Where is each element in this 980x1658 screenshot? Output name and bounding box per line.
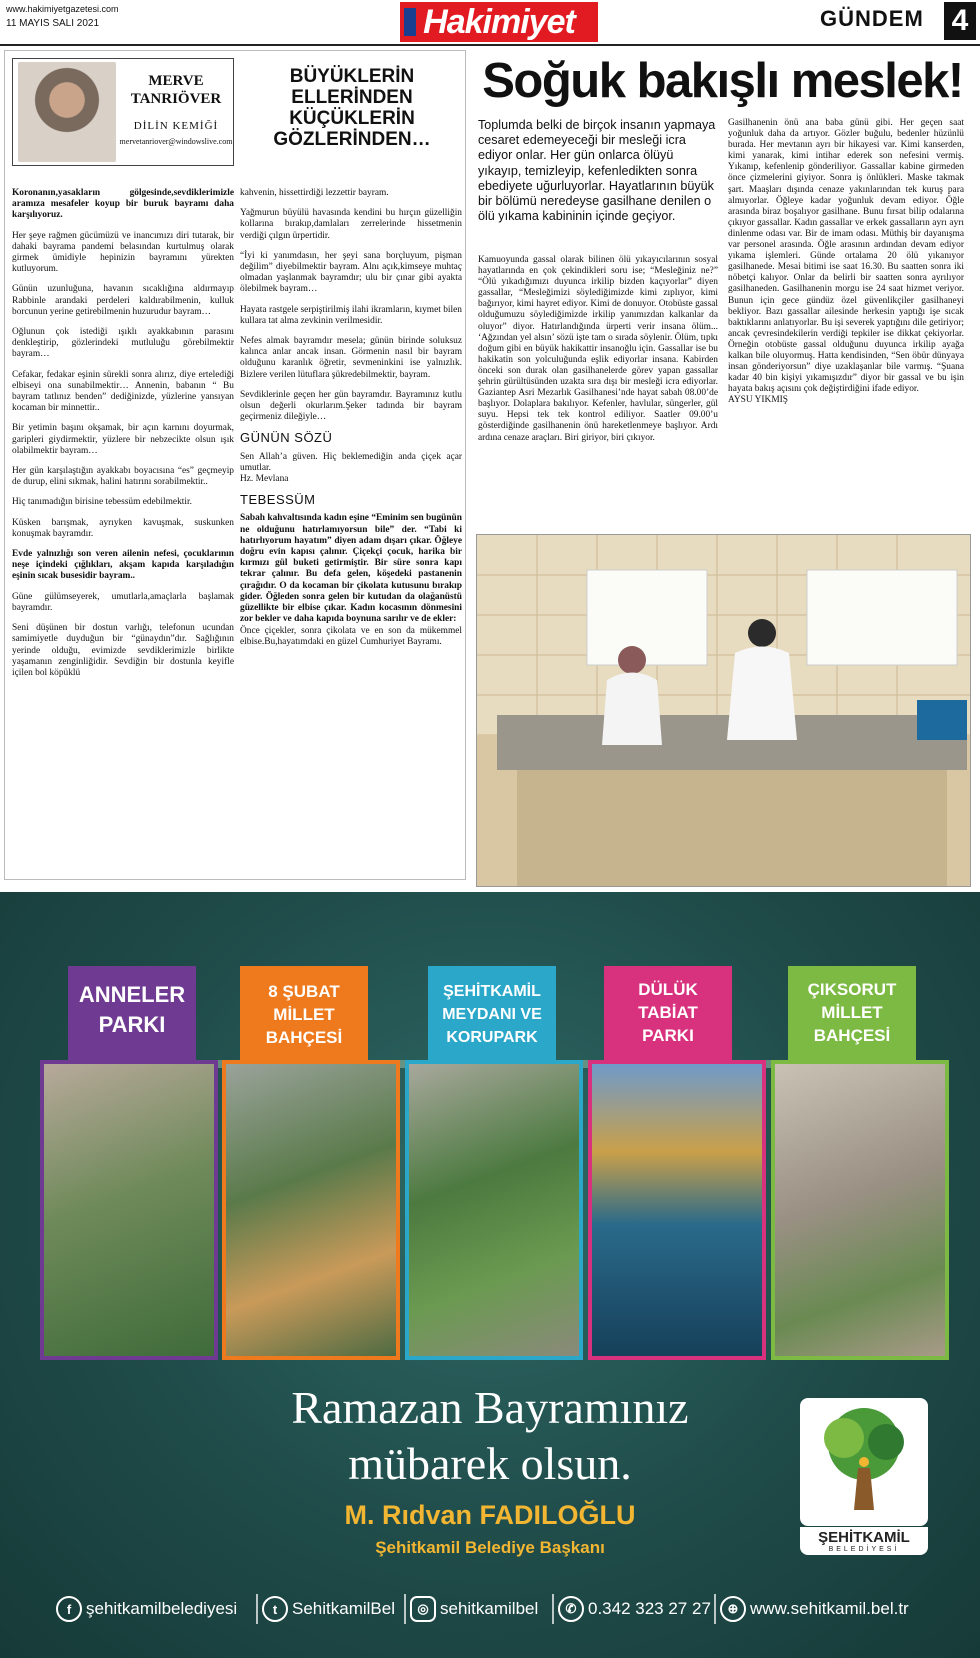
tab-line: KORUPARK — [446, 1029, 538, 1046]
article-body-1: Kamuoyunda gassal olarak bilinen ölü yıkayıcılarının sosyal hayatlarında en çok çekindikleri soru ise; “Mesleğiniz ne?” “Ölü yıkadığımızı duyunca irkilip bizden kaçıyorlar” diyen gassallar, “Mesleğimizi söylediğimizde kimi zıplıyor, kimi bağırıyor, kimi hayret ediyor. Kimi de donuyor. Otobüste gassal olduğumuzu söylediğimizde irkilip yanımızdan kalkanlar da oluyor” diyor. Hatırlandığında ürperti verir insana ölüm... ‘Ağzından yel alsın’ sözü işte tam o sırada söylenir. Ölüm, tıpkı doğum gibi en büyük hakikattir insanoğlu için. Gassallar ise bu hakikatin son yolculuğunda eşlik ediyorlar insana. Kabirden önceki son durak olan gasilhanelerde görev yapan gassallar şehrin gürültüsünden uzakta sıra dışı bir mesleği icra ediyorlar. Gaziantep Asri Mezarlık Gasilhanesi’nde hayat sabah 08.00’de başlıyor. Dolaplara bakılıyor. Kefenler, havlular, süngerler, gül suyu. Hepsi tek tek kontrol ediliyor. Saatler 09.00’u gösterdiğinde gasilhanenin önü hareketlenmeye başlıyor. Ardı ardına cenaze araçları. Biri giriyor, biri çıkıyor. — [478, 255, 718, 443]
website-link[interactable] — [720, 1596, 909, 1622]
paragraph: Koronanın,yasakların gölgesinde,sevdiklerimizle aramıza mesafeler koyup bir buruk bayramı daha karşılıyoruz. — [12, 188, 234, 221]
paragraph: Küsken barışmak, ayrıyken kavuşmak, suskunken konuşmak bayramdır. — [12, 517, 234, 539]
section-title: GÜNDEM — [820, 6, 924, 31]
divider — [714, 1594, 716, 1624]
author-email: mervetanriover@windowslive.com — [119, 137, 233, 146]
paragraph: Bir yetimin başını okşamak, bir açın karnını doyurmak, garipleri giydirmektir, yüzlere bir nebzecikte olsun ışık olabilmektir bayram… — [12, 423, 234, 456]
mayor-name: M. Rıdvan FADILOĞLU — [344, 1500, 636, 1530]
tab-line: MİLLET — [273, 1005, 335, 1024]
park-photo-anneler — [40, 1060, 218, 1360]
park-photo-sehitkamil-meydani — [405, 1060, 583, 1360]
tab-line: MİLLET — [821, 1003, 883, 1022]
paragraph: Evde yalnızlığı son veren ailenin nefesi, çocuklarının neşe içindeki çığlıkları, akşam kapıda karşıladığın eşinin sıcak busesidir bayram.. — [12, 549, 234, 582]
divider — [552, 1594, 554, 1624]
facebook-link[interactable] — [56, 1596, 237, 1622]
article-body-2 — [728, 118, 964, 406]
smile-heading: TEBESSÜM — [240, 492, 316, 508]
tab-line: ŞEHİTKAMİL — [443, 983, 541, 1000]
tab-anneler-parki — [68, 966, 196, 1064]
quote-heading: GÜNÜN SÖZÜ — [240, 430, 333, 446]
quote-author: Hz. Mevlana — [240, 474, 289, 485]
paragraph: Cefakar, fedakar eşinin sürekli sonra alırız, diye ertelediği elbiseyi ona sunabilmektir… Annenin, babanın “ Bu bayram tatlınız benden” dediğinizde, yüzlerine yansıyan kocaman bir minnettir.. — [12, 369, 234, 414]
facebook-icon: f — [56, 1596, 82, 1622]
tab-line: BAHÇESİ — [265, 1028, 343, 1047]
article-paragraph: Gasilhanenin önü ana baba günü gibi. Her geçen saat yoğunluk daha da artıyor. Gözler buğulu, bedenler hüzünlü burada. Her mevtanın ayrı bir hikayesi var. Kimi kanserden, kimi yanarak, kimi intihar ederek son nefesini vermiş. Yıkanıp, kefenlenip gönderiliyor. Gassallar kabine girmeden önce çizmelerini giyiyor. Sonra iş önlükleri. Maske takmak şart. Maaşları dışında cenaze yakınlarından tek kuruş para almıyorlar. Öğleye kadar yoğunluk devam ediyor. Öğle arasında biraz boşalıyor gasilhane. Bunu fırsat bilip odalarına çıkıyor gassallar. Kadın gassallar ve erkek gassalların ayrı ayrı dinlenme odası var. Bir de imam odası. Müthiş bir dayanışma var personel arasında. Öğle arasının ardından devam ediyor yıkama işlemleri. Günde ortalama 20 ölü yıkanıyor gasilhanede. Mesai bitimi ise saat 16.30. Bu saatten sonra iki nöbetçi kalıyor. Onlar da belirli bir saatten sonra ayrılıyor gasilhaneden. Gasilhanenin morgu ise 24 saat hizmet veriyor. Bunun için gece gündüz özel güvenlikçiler gasilhaneyi bekliyor. Bazı gassallar ailesinde herkesin yaptığı işe sıcak baktıklarını anlatıyorlar. Bu işi severek yaptığını dile getiriyor; ancak çevresindekilerin verdiği tepkiler ise dikkat çekiyorlar. Örneğin otobüste gassal olduğunu duyunca irkilip ayağa kalkan bile oluyormuş. Hatta kendisinden, “Sen öbür dünyaya insan gönderiyorsun” diye uzaklaşanlar bile varmış. “Şuana kadar 40 bin kişiyi yıkamışızdır” diyor bir gassal ve bu işin hayata bakış açısını çok değiştirdiğini ifade ediyor. — [728, 118, 964, 395]
tab-line: BAHÇESİ — [813, 1026, 891, 1045]
paragraph: “İyi ki yanımdasın, her şeyi sana borçluyum, pişman değilim” diyebilmektir bayram. Alnı açık,kimseye muhtaç olmadan yaşlanmak bayramdır; ulu bir çınar gibi ayakta ölebilmek bayram… — [240, 250, 462, 295]
mayor-title: Şehitkamil Belediye Başkanı — [375, 1538, 605, 1557]
phone-link[interactable] — [558, 1596, 711, 1622]
paragraph: Her şeye rağmen gücümüzü ve inancımızı diri tutarak, bir dahaki bayrama pandemi belasından kurtulmuş olarak girmek ümidiyle hepinizin bayramını yürekten kutluyorum. — [12, 230, 234, 275]
author-photo — [18, 62, 116, 162]
author-first-name: MERVE — [148, 73, 204, 89]
column-title-line: GÖZLERİNDEN… — [273, 129, 431, 150]
column-title-line: BÜYÜKLERİN — [289, 66, 415, 87]
newspaper-logo — [400, 2, 598, 42]
author-last-name: TANRIÖVER — [130, 91, 222, 107]
smile-ending: Önce çiçekler, sonra çikolata ve en son da mükemmel elbise.Bu,hayatımdaki en güzel Cumhuriyet Bayramı. — [240, 625, 462, 647]
tab-duluk-tabiat-parki — [604, 966, 732, 1064]
tab-line: ÇIKSORUT — [807, 980, 897, 999]
smile-story: Sabah kahvaltısında kadın eşine “Eminim sen bugünün ne olduğunu hatırlamıyorsun bile” der. “Tabi ki hatırlıyorum hayatım” diyen adam dışarı çıkar. Öğleye doğru evin kapısı çalınır. Çiçekçi çocuk, harika bir kırmızı gül buketi getirmiştir. Bir süre sonra kapı tekrar çalınır. Bu defa gelen, köşedeki pastanenin çırağıdır. O da kocaman bir çikolata kutusunu bırakıp gider. Öğleden sonra gelen bir kutudan da olağanüstü güzellikte bir elbise çıkar. Kadın kocasının dönmesini zor bekler ve daha kapıda boynuna sarılır ve de ekler: — [240, 513, 462, 625]
tab-line: PARKI — [642, 1026, 694, 1045]
tab-line: MEYDANI VE — [442, 1006, 542, 1023]
page-number: 4 — [944, 2, 976, 40]
phone-icon: ✆ — [558, 1596, 584, 1622]
tab-ciksorut-millet-bahcesi — [788, 966, 916, 1064]
article-lead: Toplumda belki de birçok insanın yapmaya cesaret edemeyeceği bir mesleği icra ediyor onlar. Her gün onlarca ölüyü yıkayıp, temizleyip, kefenledikten sonra ebediyete uğurluyorlar. Hayatlarının büyük bir bölümü neredeyse gasilhane denilen o ölü yıkama kabininin içinde geçiyor. — [478, 118, 716, 224]
twitter-handle: SehitkamilBel — [292, 1599, 395, 1618]
article-photo — [476, 534, 971, 887]
column-text-left — [12, 188, 234, 688]
quote-text: Sen Allah’a güven. Hiç beklemediğin anda çiçek açar umutlar. — [240, 451, 462, 473]
article-title: Soğuk bakışlı meslek! — [482, 54, 963, 108]
column-text-right — [240, 188, 462, 657]
logo-subtitle: BELEDİYESİ — [800, 1546, 928, 1555]
gasilhane-illustration — [477, 535, 971, 887]
tab-line: DÜLÜK — [638, 980, 698, 999]
divider — [256, 1594, 258, 1624]
greeting-line-2: mübarek olsun. — [348, 1438, 632, 1489]
paragraph: Seni düşünen bir dostun varlığı, telefonun ucundan samimiyetle duyduğun bir “günaydın”dır. Sağlığının yerinde olduğu, evimizde sevdiklerimizle birlikte yaşamanın zenginliğidir. Sevdiğin bir dostunla keyifle içilen bol köpüklü — [12, 623, 234, 678]
logo-title: ŞEHİTKAMİL — [800, 1527, 928, 1546]
tab-sehitkamil-meydani — [428, 966, 556, 1064]
column-title — [246, 66, 458, 150]
twitter-link[interactable] — [262, 1596, 395, 1622]
header-rule — [0, 44, 980, 46]
column-title-line: ELLERİNDEN — [291, 87, 413, 108]
instagram-handle: sehitkamilbel — [440, 1599, 539, 1618]
newspaper-url: www.hakimiyetgazetesi.com — [6, 4, 119, 14]
tab-line: 8 ŞUBAT — [268, 982, 340, 1001]
tab-8-subat-millet-bahcesi — [240, 966, 368, 1064]
tab-line: ANNELER — [78, 982, 186, 1007]
column-name: DİLİN KEMİĞİ — [133, 120, 219, 132]
phone-number: 0.342 323 27 27 — [588, 1599, 711, 1618]
divider — [404, 1594, 406, 1624]
holiday-greeting — [150, 1380, 830, 1492]
author-name — [122, 72, 230, 108]
tree-logo-icon — [800, 1398, 928, 1526]
paragraph: Yağmurun büyülü havasında kendini bu hırçın güzelliğin kollarına bırakıp,damlaları zerrelerinde hissetmenin verdiği çılgın ürpertidir. — [240, 208, 462, 241]
paragraph: Günün uzunluğuna, havanın sıcaklığına aldırmayıp Rabbinle arandaki perdeleri kaldırabilmenin, kulluk borcunun yerine getirebilmenin huzurudur bayram… — [12, 284, 234, 317]
park-photo-8-subat — [222, 1060, 400, 1360]
paragraph: Her gün karşılaştığın ayakkabı boyacısına “es” geçmeyip de durup, elini sıkmak, halini hatırını sorabilmektir.. — [12, 466, 234, 488]
paragraph: Oğlunun çok istediği ışıklı ayakkabının parasını denkleştirip, gözlerindeki mutluluğu görebilmektir bayram… — [12, 327, 234, 360]
twitter-icon: t — [262, 1596, 288, 1622]
website-url: www.sehitkamil.bel.tr — [750, 1599, 909, 1618]
issue-date: 11 MAYIS SALI 2021 — [6, 18, 100, 29]
logo-text: Hakimiyet — [423, 3, 575, 41]
article-byline: AYSU YIKMIŞ — [728, 395, 788, 406]
facebook-handle: şehitkamilbelediyesi — [86, 1599, 238, 1618]
greeting-line-1: Ramazan Bayramınız — [291, 1382, 689, 1433]
paragraph: Nefes almak bayramdır mesela; günün birinde soluksuz kalınca anlar ancak insan. Görmenin nasıl bir bayram olduğunu karanlık öğretir, sevmeninkini ise yalnızlık. Bizlere verilen lütuflara şükredebilmektir, bayram. — [240, 336, 462, 380]
park-photo-ciksorut — [771, 1060, 949, 1360]
municipality-logo — [800, 1398, 928, 1558]
paragraph: Güne gülümseyerek, umutlarla,amaçlarla başlamak bayramdır. — [12, 591, 234, 613]
tab-line: PARKI — [98, 1012, 166, 1037]
instagram-link[interactable] — [410, 1596, 538, 1622]
paragraph: Sevdiklerinle geçen her gün bayramdır. Bayramınız kutlu olsun değerli okurlarım.Şeker tadında bir bayram geçirmeniz dileğiyle… — [240, 389, 462, 423]
paragraph: Hayata rastgele serpiştirilmiş ilahi ikramların, kıymet bilen kullara tat alma zevkinin verilmesidir. — [240, 304, 462, 326]
park-photo-duluk — [588, 1060, 766, 1360]
paragraph: kahvenin, hissettirdiği lezzettir bayram. — [240, 188, 389, 198]
paragraph: Hiç tanımadığın birisine tebessüm edebilmektir. — [12, 497, 192, 508]
instagram-icon: ◎ — [410, 1596, 436, 1622]
column-title-line: KÜÇÜKLERİN — [289, 108, 415, 129]
tab-line: TABİAT — [638, 1003, 698, 1022]
globe-icon: ⊕ — [720, 1596, 746, 1622]
